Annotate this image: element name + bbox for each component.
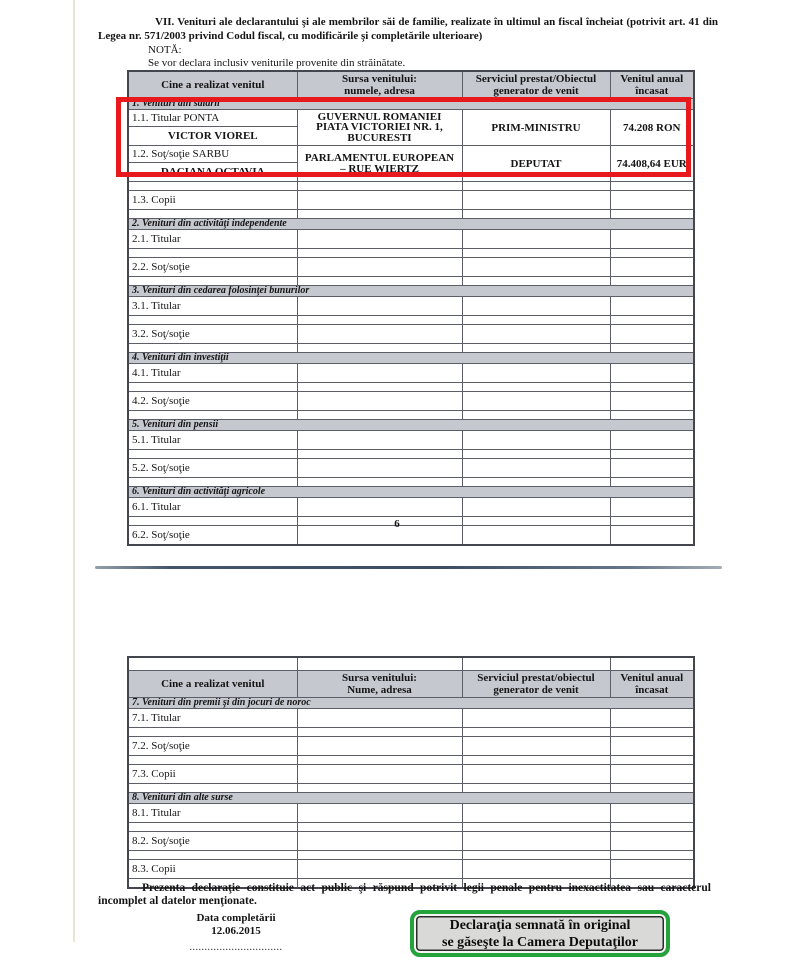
empty-cell — [462, 383, 610, 392]
section-row — [128, 698, 694, 709]
page-divider-line — [95, 566, 722, 569]
header-row — [128, 71, 694, 99]
empty-cell — [297, 392, 462, 411]
completion-date-block — [163, 912, 309, 954]
empty-cell — [610, 277, 694, 286]
completion-date-label: Data completării — [196, 912, 276, 924]
table-row — [128, 737, 694, 756]
table-row — [128, 230, 694, 249]
section-vii-heading: VII. Venituri ale declarantului şi ale membrilor săi de familie, realizate în ultimul an fiscal încheiat (potrivit art. 41 din Legea nr. 571/2003 privind Codul fiscal, cu modificările şi completările ulterioare) — [98, 16, 718, 42]
empty-cell — [610, 364, 694, 383]
empty-cell — [128, 210, 297, 219]
service-cell: DEPUTAT — [462, 146, 610, 182]
empty-cell — [610, 765, 694, 784]
table-row — [128, 146, 694, 163]
section-label: 3. Venituri din cedarea folosinţei bunurilor — [128, 286, 694, 297]
column-header: Sursa venitului: Nume, adresa — [297, 671, 462, 698]
nota-text: Se vor declara inclusiv veniturile provenite din străinătate. — [148, 56, 406, 69]
table-row — [128, 364, 694, 383]
empty-cell — [128, 756, 297, 765]
empty-cell — [297, 851, 462, 860]
column-header: Venitul anual încasat — [610, 671, 694, 698]
empty-cell — [297, 860, 462, 879]
empty-cell — [128, 344, 297, 353]
source-cell: PARLAMENTUL EUROPEAN – RUE WIERTZ — [297, 146, 462, 182]
empty-cell — [462, 459, 610, 478]
empty-cell — [128, 277, 297, 286]
empty-cell — [462, 191, 610, 210]
empty-cell — [297, 383, 462, 392]
empty-row — [128, 450, 694, 459]
empty-row — [128, 728, 694, 737]
empty-cell — [462, 182, 610, 191]
empty-cell — [462, 728, 610, 737]
empty-cell — [462, 230, 610, 249]
empty-cell — [610, 450, 694, 459]
empty-cell — [462, 498, 610, 517]
empty-row — [128, 784, 694, 793]
row-label: 5.1. Titular — [128, 431, 297, 450]
empty-cell — [462, 344, 610, 353]
empty-cell — [128, 478, 297, 487]
empty-cell — [297, 709, 462, 728]
table-row — [128, 325, 694, 344]
empty-cell — [297, 411, 462, 420]
section-label: 2. Venituri din activităţi independente — [128, 219, 694, 230]
income-table-page7 — [127, 656, 695, 889]
nota-label: NOTĂ: — [148, 44, 182, 56]
stamp-line2: se găseşte la Camera Deputaţilor — [442, 934, 638, 950]
empty-cell — [297, 765, 462, 784]
table-row — [128, 709, 694, 728]
empty-cell — [297, 325, 462, 344]
empty-cell — [297, 364, 462, 383]
nota-block — [148, 44, 405, 69]
empty-cell — [297, 804, 462, 823]
column-header: Cine a realizat venitul — [128, 671, 297, 698]
row-label: 8.1. Titular — [128, 804, 297, 823]
amount-cell: 74.408,64 EUR — [610, 146, 694, 182]
row-label: 7.1. Titular — [128, 709, 297, 728]
empty-cell — [610, 249, 694, 258]
empty-row — [128, 823, 694, 832]
row-label: 1.2. Soţ/soţie SARBU — [128, 146, 297, 163]
empty-row — [128, 478, 694, 487]
empty-row — [128, 344, 694, 353]
empty-cell — [128, 383, 297, 392]
row-label: 8.2. Soţ/soţie — [128, 832, 297, 851]
empty-cell — [610, 804, 694, 823]
empty-cell — [462, 277, 610, 286]
section-row — [128, 286, 694, 297]
row-label: 1.1. Titular PONTA — [128, 110, 297, 127]
source-cell: GUVERNUL ROMANIEI PIATA VICTORIEI NR. 1, BUCURESTI — [297, 110, 462, 146]
empty-row — [128, 411, 694, 420]
empty-cell — [297, 258, 462, 277]
service-cell: PRIM-MINISTRU — [462, 110, 610, 146]
empty-cell — [128, 249, 297, 258]
empty-row — [128, 316, 694, 325]
empty-cell — [128, 182, 297, 191]
empty-cell — [297, 182, 462, 191]
empty-cell — [128, 823, 297, 832]
empty-row — [128, 383, 694, 392]
empty-cell — [297, 210, 462, 219]
row-label: 4.2. Soţ/soţie — [128, 392, 297, 411]
empty-cell — [297, 657, 462, 671]
empty-cell — [297, 344, 462, 353]
empty-cell — [462, 784, 610, 793]
empty-cell — [297, 249, 462, 258]
row-label: 3.2. Soţ/soţie — [128, 325, 297, 344]
empty-cell — [610, 316, 694, 325]
empty-cell — [462, 478, 610, 487]
income-table-page7-wrap — [127, 656, 695, 889]
section-label: 7. Venituri din premii şi din jocuri de noroc — [128, 698, 694, 709]
scan-edge-line — [73, 0, 75, 942]
empty-cell — [610, 737, 694, 756]
empty-cell — [128, 316, 297, 325]
row-label: 6.1. Titular — [128, 498, 297, 517]
person-name-cell: DACIANA OCTAVIA — [128, 163, 297, 182]
empty-cell — [610, 832, 694, 851]
empty-cell — [610, 344, 694, 353]
table-row — [128, 832, 694, 851]
empty-cell — [610, 297, 694, 316]
empty-cell — [610, 823, 694, 832]
empty-cell — [128, 450, 297, 459]
table-row — [128, 459, 694, 478]
empty-cell — [128, 411, 297, 420]
signature-dotted-line: ............................... — [189, 942, 283, 953]
row-label: 2.1. Titular — [128, 230, 297, 249]
empty-row — [128, 277, 694, 286]
legal-statement: Prezenta declaraţie constituie act public şi răspund potrivit legii penale pentru inexactitatea sau caracterul incomplet al datelor menţionate. — [98, 882, 711, 907]
row-label: 3.1. Titular — [128, 297, 297, 316]
empty-cell — [128, 784, 297, 793]
empty-cell — [462, 737, 610, 756]
empty-cell — [462, 657, 610, 671]
empty-cell — [128, 657, 297, 671]
empty-cell — [610, 182, 694, 191]
table-row — [128, 392, 694, 411]
column-header: Sursa venitului: numele, adresa — [297, 71, 462, 99]
empty-cell — [128, 851, 297, 860]
section-row — [128, 219, 694, 230]
empty-cell — [462, 392, 610, 411]
empty-cell — [297, 478, 462, 487]
empty-row — [128, 210, 694, 219]
section-label: 5. Venituri din pensii — [128, 420, 694, 431]
empty-cell — [462, 210, 610, 219]
empty-cell — [462, 709, 610, 728]
empty-cell — [297, 756, 462, 765]
row-label: 5.2. Soţ/soţie — [128, 459, 297, 478]
empty-cell — [610, 784, 694, 793]
empty-cell — [128, 728, 297, 737]
column-header: Serviciul prestat/Obiectul generator de venit — [462, 71, 610, 99]
table-row — [128, 765, 694, 784]
table-row — [128, 860, 694, 879]
empty-cell — [297, 728, 462, 737]
empty-cell — [462, 411, 610, 420]
person-name-cell: VICTOR VIOREL — [128, 127, 297, 146]
empty-cell — [462, 249, 610, 258]
empty-cell — [610, 728, 694, 737]
empty-cell — [297, 191, 462, 210]
empty-cell — [610, 709, 694, 728]
empty-cell — [462, 851, 610, 860]
empty-cell — [462, 258, 610, 277]
table-row — [128, 110, 694, 127]
completion-date-value: 12.06.2015 — [211, 925, 261, 937]
table-row — [128, 431, 694, 450]
empty-cell — [462, 325, 610, 344]
column-header: Serviciul prestat/obiectul generator de venit — [462, 671, 610, 698]
section-label: 8. Venituri din alte surse — [128, 793, 694, 804]
table-row — [128, 191, 694, 210]
table-row — [128, 498, 694, 517]
empty-cell — [610, 860, 694, 879]
header-row — [128, 671, 694, 698]
empty-row — [128, 851, 694, 860]
empty-cell — [462, 431, 610, 450]
empty-cell — [610, 392, 694, 411]
column-header: Venitul anual încasat — [610, 71, 694, 99]
empty-cell — [462, 450, 610, 459]
section-row — [128, 487, 694, 498]
empty-cell — [297, 832, 462, 851]
row-label: 2.2. Soţ/soţie — [128, 258, 297, 277]
empty-cell — [610, 325, 694, 344]
column-header: Cine a realizat venitul — [128, 71, 297, 99]
empty-cell — [462, 765, 610, 784]
empty-cell — [462, 823, 610, 832]
empty-cell — [297, 316, 462, 325]
empty-cell — [462, 804, 610, 823]
empty-cell — [462, 756, 610, 765]
income-table-page6 — [127, 70, 695, 546]
empty-cell — [297, 823, 462, 832]
empty-cell — [462, 364, 610, 383]
empty-cell — [297, 297, 462, 316]
section-row — [128, 420, 694, 431]
empty-cell — [462, 860, 610, 879]
row-label: 7.3. Copii — [128, 765, 297, 784]
empty-cell — [610, 210, 694, 219]
section-label: 1. Venituri din salarii — [128, 99, 694, 110]
section-label: 6. Venituri din activităţi agricole — [128, 487, 694, 498]
table-row — [128, 297, 694, 316]
empty-cell — [610, 431, 694, 450]
stamp-box — [410, 910, 670, 957]
amount-cell: 74.208 RON — [610, 110, 694, 146]
table-row — [128, 804, 694, 823]
row-label: 6.2. Soţ/soţie — [128, 526, 297, 546]
empty-cell — [610, 258, 694, 277]
row-label: 4.1. Titular — [128, 364, 297, 383]
empty-cell — [297, 431, 462, 450]
empty-cell — [610, 230, 694, 249]
empty-cell — [462, 297, 610, 316]
empty-row — [128, 657, 694, 671]
empty-cell — [610, 459, 694, 478]
empty-cell — [610, 478, 694, 487]
empty-cell — [462, 832, 610, 851]
empty-row — [128, 756, 694, 765]
empty-cell — [297, 459, 462, 478]
page-number: 6 — [394, 518, 400, 530]
section-row — [128, 793, 694, 804]
empty-cell — [297, 784, 462, 793]
section-label: 4. Venituri din investiţii — [128, 353, 694, 364]
empty-cell — [462, 316, 610, 325]
table-row — [128, 258, 694, 277]
empty-cell — [610, 498, 694, 517]
empty-cell — [610, 383, 694, 392]
stamp-line1: Declaraţia semnată în original — [449, 917, 631, 933]
empty-cell — [297, 450, 462, 459]
income-table-page6-wrap — [127, 70, 695, 546]
empty-cell — [297, 277, 462, 286]
empty-cell — [297, 498, 462, 517]
empty-row — [128, 249, 694, 258]
empty-cell — [297, 230, 462, 249]
row-label: 8.3. Copii — [128, 860, 297, 879]
empty-cell — [610, 191, 694, 210]
section-row — [128, 353, 694, 364]
empty-cell — [610, 657, 694, 671]
section-row — [128, 99, 694, 110]
row-label: 7.2. Soţ/soţie — [128, 737, 297, 756]
empty-cell — [610, 411, 694, 420]
empty-cell — [297, 737, 462, 756]
empty-cell — [610, 756, 694, 765]
empty-cell — [610, 851, 694, 860]
row-label: 1.3. Copii — [128, 191, 297, 210]
empty-row — [128, 182, 694, 191]
